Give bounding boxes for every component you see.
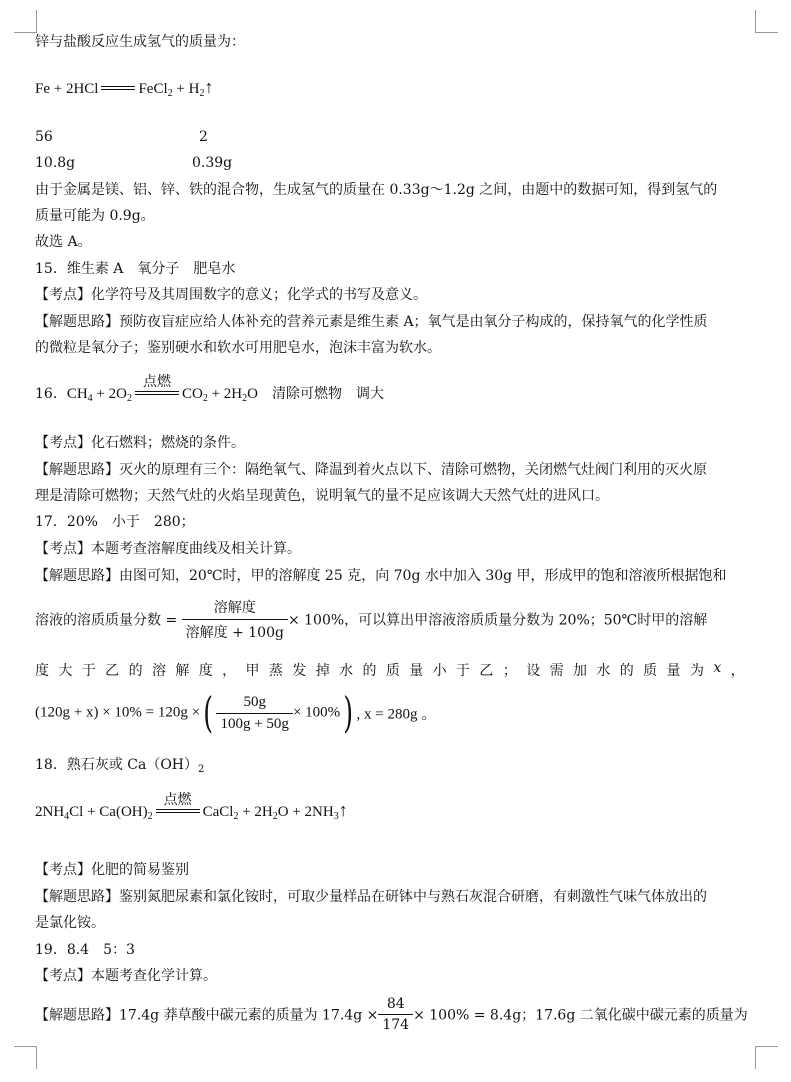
gas-arrow-icon: ↑ bbox=[338, 800, 348, 820]
spread-char: 的 bbox=[619, 663, 634, 679]
justified-line bbox=[35, 660, 745, 680]
eq-nh3: O + 2NH bbox=[277, 804, 334, 820]
spread-char: 质 bbox=[643, 663, 658, 679]
kaodian-15: 【考点】化学符号及其周围数字的意义；化学式的书写及意义。 bbox=[35, 287, 427, 303]
spread-char: 量 bbox=[666, 663, 681, 679]
fraction-prefix: 溶液的溶质质量分数 = bbox=[35, 612, 182, 629]
subscript: 2 bbox=[272, 811, 278, 822]
fraction-numerator: 50g bbox=[216, 694, 292, 714]
condition-label: 点燃 bbox=[142, 374, 171, 390]
carbon-fraction bbox=[378, 996, 413, 1033]
equation-18 bbox=[35, 792, 348, 827]
subscript: 2 bbox=[233, 811, 239, 822]
analysis-19-prefix: 【解题思路】17.4g 莽草酸中碳元素的质量为 17.4g × bbox=[35, 1007, 379, 1024]
eq17-left: (120g + x) × 10% = 120g × bbox=[35, 704, 201, 721]
fraction-denominator: 174 bbox=[382, 1017, 410, 1033]
crop-mark-top-left bbox=[14, 10, 37, 33]
spread-char: 发 bbox=[292, 663, 307, 679]
spread-char: 的 bbox=[128, 663, 143, 679]
mass-right: 0.39g bbox=[192, 155, 233, 171]
spread-char: 水 bbox=[339, 663, 354, 679]
subscript: 3 bbox=[333, 811, 339, 822]
spread-char: 为 bbox=[689, 663, 704, 679]
spread-char: 乙 bbox=[105, 663, 120, 679]
spread-char: 于 bbox=[456, 663, 471, 679]
text-line: 是氯化铵。 bbox=[35, 915, 105, 931]
left-paren: ( bbox=[203, 688, 214, 737]
subscript: 2 bbox=[199, 88, 205, 99]
crop-mark-top-right bbox=[755, 10, 778, 33]
condition-equals bbox=[156, 792, 200, 816]
spread-char: 溶 bbox=[151, 663, 166, 679]
kaodian-18: 【考点】化肥的简易鉴别 bbox=[35, 862, 189, 878]
answer-16 bbox=[35, 374, 384, 409]
eq-h2: + H bbox=[172, 81, 200, 97]
answer-15: 15．维生素 A 氧分子 肥皂水 bbox=[35, 261, 236, 277]
spread-char: ； bbox=[502, 663, 517, 679]
kaodian-19: 【考点】本题考查化学计算。 bbox=[35, 968, 217, 984]
gas-arrow-icon: ↑ bbox=[204, 77, 214, 97]
spread-char: 加 bbox=[572, 663, 587, 679]
eq-fecl2: FeCl bbox=[138, 81, 168, 97]
condition-label: 点燃 bbox=[163, 792, 192, 808]
subscript: 4 bbox=[64, 811, 70, 822]
mass-left: 10.8g bbox=[35, 155, 76, 171]
eq-ch4: CH bbox=[66, 386, 88, 402]
answer-17: 17．20% 小于 280； bbox=[35, 514, 195, 530]
fraction-denominator: 溶解度 + 100g bbox=[185, 625, 284, 641]
spread-char: 大 bbox=[58, 663, 73, 679]
spread-char: 设 bbox=[526, 663, 541, 679]
text-line: 由于金属是镁、铝、锌、铁的混合物，生成氢气的质量在 0.33g～1.2g 之间，由题中的数据可知，得到氢气的 bbox=[35, 182, 718, 198]
solubility-fraction bbox=[182, 597, 288, 642]
equation-fe-hcl bbox=[35, 77, 213, 104]
text-line: 的微粒是氧分子；鉴别硬水和软水可用肥皂水，泡沫丰富为软水。 bbox=[35, 340, 441, 356]
spread-char: 度 bbox=[35, 663, 49, 679]
spread-char: 小 bbox=[432, 663, 447, 679]
subscript: 2 bbox=[147, 811, 153, 822]
subscript: 2 bbox=[242, 393, 248, 404]
equation-17 bbox=[35, 688, 437, 737]
eq-o2: + 2O bbox=[92, 386, 127, 402]
subscript: 4 bbox=[87, 393, 93, 404]
analysis-15: 【解题思路】预防夜盲症应给人体补充的营养元素是维生素 A；氧气是由氧分子构成的，保持氧气的化学性质 bbox=[35, 314, 708, 330]
fraction-numerator: 84 bbox=[378, 996, 413, 1015]
answer-18 bbox=[35, 755, 204, 780]
subscript: 2 bbox=[202, 393, 208, 404]
condition-equals bbox=[135, 374, 179, 398]
subscript: 2 bbox=[198, 764, 205, 775]
text-line: 质量可能为 0.9g。 bbox=[35, 208, 155, 224]
fraction-numerator: 溶解度 bbox=[182, 597, 288, 620]
answer-19: 19．8.4 5：3 bbox=[35, 942, 135, 958]
analysis-17: 【解题思路】由图可知，20℃时，甲的溶解度 25 克，向 70g 水中加入 30g 甲，形成甲的饱和溶液所根据饱和 bbox=[35, 568, 727, 584]
text-line: 故选 A。 bbox=[35, 234, 92, 250]
spread-char: 质 bbox=[385, 663, 400, 679]
eq-co2: CO bbox=[181, 386, 203, 402]
subscript: 2 bbox=[167, 88, 173, 99]
ratio-left: 56 bbox=[35, 129, 53, 145]
spread-char: 量 bbox=[409, 663, 424, 679]
spread-char: 蒸 bbox=[268, 663, 283, 679]
spread-char: 度 bbox=[198, 663, 213, 679]
spread-char: 水 bbox=[596, 663, 611, 679]
subscript: 2 bbox=[126, 393, 132, 404]
eq17-result: , x = 280g 。 bbox=[356, 706, 437, 723]
text-line: 理是清除可燃物；天然气灶的火焰呈现黄色，说明氧气的量不足应该调大天然气灶的进风口。 bbox=[35, 488, 609, 504]
fraction-suffix: × 100%，可以算出甲溶液溶质质量分数为 20%；50℃时甲的溶解 bbox=[287, 612, 708, 629]
ratio-row bbox=[35, 127, 208, 147]
spread-char: x bbox=[713, 660, 722, 676]
ratio-right: 2 bbox=[199, 129, 208, 145]
fraction-line bbox=[35, 597, 707, 642]
eq17-fraction bbox=[216, 694, 292, 733]
eq-reactants: Fe + 2HCl bbox=[35, 81, 99, 97]
eq-nh4cl: 2NH bbox=[35, 804, 65, 820]
spread-char: 甲 bbox=[245, 663, 260, 679]
spread-char: 需 bbox=[549, 663, 564, 679]
kaodian-17: 【考点】本题考查溶解度曲线及相关计算。 bbox=[35, 541, 301, 557]
eq-caoh2: Cl + Ca(OH) bbox=[69, 804, 148, 820]
analysis-16: 【解题思路】灭火的原理有三个：隔绝氧气、降温到着火点以下、清除可燃物，关闭燃气灶阀门利用的灭火原 bbox=[35, 462, 707, 478]
text-line: 锌与盐酸反应生成氢气的质量为： bbox=[35, 34, 245, 50]
right-paren: ) bbox=[343, 688, 354, 737]
fraction-denominator: 100g + 50g bbox=[220, 715, 289, 732]
crop-mark-bottom-left bbox=[14, 1046, 37, 1069]
spread-char: ， bbox=[730, 663, 745, 679]
eq-h2o: + 2H bbox=[207, 386, 243, 402]
spread-char: 掉 bbox=[315, 663, 330, 679]
spread-char: 于 bbox=[81, 663, 96, 679]
analysis-18: 【解题思路】鉴别氮肥尿素和氯化铵时，可取少量样品在研钵中与熟石灰混合研磨，有刺激性气味气体放出的 bbox=[35, 889, 707, 905]
analysis-19 bbox=[35, 996, 748, 1033]
eq17-inner: × 100% bbox=[292, 704, 341, 721]
eq-h2o: + 2H bbox=[238, 804, 273, 820]
kaodian-16: 【考点】化石燃料；燃烧的条件。 bbox=[35, 435, 245, 451]
spread-char: 的 bbox=[362, 663, 377, 679]
spread-char: ， bbox=[222, 663, 237, 679]
equals-sign bbox=[101, 85, 135, 93]
eq-cacl2: CaCl bbox=[202, 804, 234, 820]
mass-row bbox=[35, 153, 233, 173]
spread-char: 乙 bbox=[479, 663, 494, 679]
eq-h2o-end: O bbox=[247, 386, 258, 402]
analysis-19-suffix: × 100% = 8.4g；17.6g 二氧化碳中碳元素的质量为 bbox=[413, 1007, 748, 1024]
crop-mark-bottom-right bbox=[755, 1046, 778, 1069]
spread-char: 解 bbox=[175, 663, 190, 679]
question-number: 16． bbox=[35, 386, 67, 402]
answer-18-text: 18．熟石灰或 Ca（OH） bbox=[35, 757, 199, 773]
answer-16-text: 清除可燃物 调大 bbox=[257, 386, 384, 402]
